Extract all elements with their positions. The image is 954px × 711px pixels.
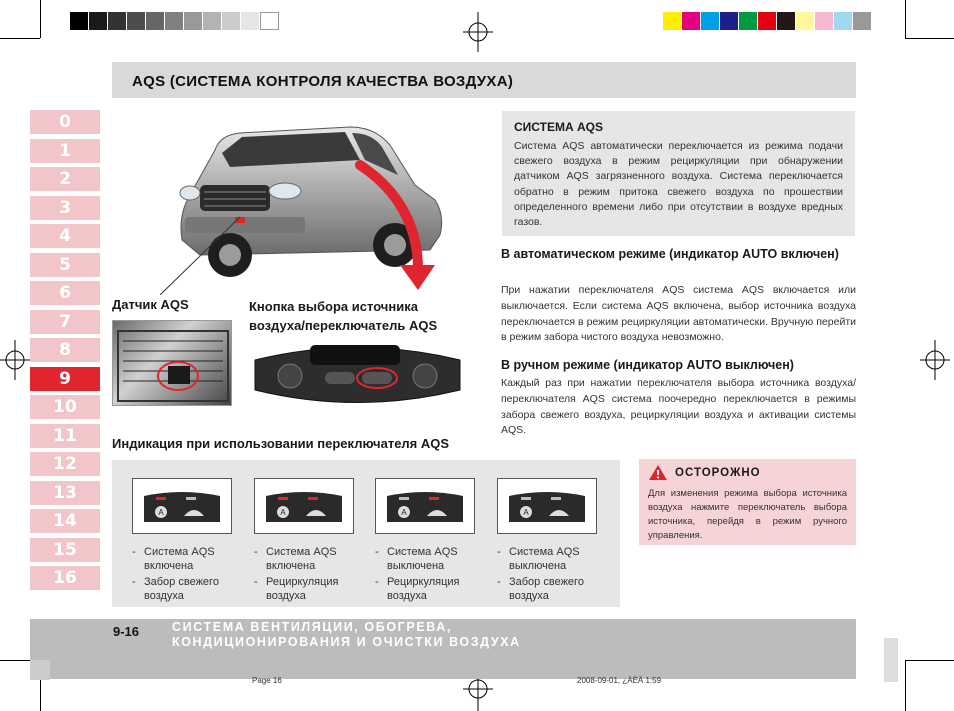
control-panel-illustration: [250, 340, 465, 410]
chapter-tab-8[interactable]: 8: [30, 338, 100, 362]
chapter-tab-16[interactable]: 16: [30, 566, 100, 590]
page-number: 9-16: [113, 624, 140, 639]
gray-swatch: [70, 12, 89, 30]
chapter-tab-14[interactable]: 14: [30, 509, 100, 533]
chapter-tab-6[interactable]: 6: [30, 281, 100, 305]
switch-indicator-icon: [385, 486, 465, 526]
chapter-tab-5[interactable]: 5: [30, 253, 100, 277]
switch-indicator-icon: [264, 486, 344, 526]
chapter-tab-9[interactable]: 9: [30, 367, 100, 391]
svg-text:A: A: [158, 508, 164, 517]
indication-frame: [497, 478, 597, 534]
aqs-sensor-photo: [112, 320, 232, 406]
indication-mode: - Рециркуляция воздуха: [375, 576, 475, 603]
gray-swatch: [146, 12, 165, 30]
color-registration-bar: [663, 12, 872, 30]
crop-mark: [905, 660, 906, 711]
gray-swatch: [241, 12, 260, 30]
gray-swatch: [89, 12, 108, 30]
color-swatch: [853, 12, 872, 30]
color-swatch: [815, 12, 834, 30]
print-date-info: 2008-09-01, ¿ÀÈÄ 1:59: [577, 676, 662, 685]
indication-status: - Система AQS включена: [254, 546, 354, 573]
color-swatch: [834, 12, 853, 30]
indication-mode: - Забор свежего воздуха: [497, 576, 597, 603]
print-page-info: Page 16: [252, 676, 282, 685]
sensor-label: Датчик AQS: [112, 297, 189, 312]
crop-mark: [40, 0, 41, 38]
indication-mode: - Рециркуляция воздуха: [254, 576, 354, 603]
color-swatch: [701, 12, 720, 30]
color-swatch: [777, 12, 796, 30]
indication-panel: [112, 460, 620, 607]
switch-indicator-icon: [142, 486, 222, 526]
indication-item: [375, 478, 475, 606]
indication-list: [375, 546, 475, 603]
footer-title-line2: КОНДИЦИОНИРОВАНИЯ И ОЧИСТКИ ВОЗДУХА: [172, 634, 521, 649]
warning-title: ОСТОРОЖНО: [675, 466, 761, 479]
indication-status: - Система AQS выключена: [497, 546, 597, 573]
indication-frame: [254, 478, 354, 534]
color-swatch: [739, 12, 758, 30]
indication-status: - Система AQS включена: [132, 546, 232, 573]
chapter-tab-0[interactable]: 0: [30, 110, 100, 134]
chapter-tab-1[interactable]: 1: [30, 139, 100, 163]
chapter-tab-15[interactable]: 15: [30, 538, 100, 562]
indication-frame: [375, 478, 475, 534]
aqs-system-text: Система AQS автоматически переключается из режима подачи свежего воздуха в режим рециркуляции при обнаружении датчиком AQS загрязненного воздуха. Система переключается обратно в режим притока свежего воздуха по прошествии определенного времени либо при отсутствии в воздухе вредных газов.: [514, 140, 843, 229]
indication-frame: [132, 478, 232, 534]
gray-swatch: [260, 12, 279, 30]
chapter-tab-3[interactable]: 3: [30, 196, 100, 220]
registration-target-icon: [920, 340, 950, 380]
gray-swatch: [108, 12, 127, 30]
edge-strip: [30, 660, 50, 680]
svg-text:A: A: [280, 508, 286, 517]
chapter-tab-10[interactable]: 10: [30, 395, 100, 419]
indication-item: [497, 478, 597, 606]
indication-item: [254, 478, 354, 606]
gray-swatch: [222, 12, 241, 30]
page-title: AQS (СИСТЕМА КОНТРОЛЯ КАЧЕСТВА ВОЗДУХА): [132, 73, 514, 90]
indication-label: Индикация при использовании переключателя AQS: [112, 436, 450, 451]
edge-strip: [884, 638, 898, 682]
auto-mode-text: При нажатии переключателя AQS система AQS включается или выключается. Если система AQS включена, выбор источника воздуха переключается в режим рециркуляции автоматически. Вручную перейти в режим забора чистого воздуха невозможно.: [501, 284, 856, 344]
chapter-tab-12[interactable]: 12: [30, 452, 100, 476]
manual-mode-text: Каждый раз при нажатии переключателя выбора источника воздуха/переключателя AQS система поочередно переключается в режимы забора свежего воздуха, рециркуляции воздуха и активации системы AQS.: [501, 377, 856, 437]
indication-item: [132, 478, 232, 606]
indication-list: [254, 546, 354, 603]
warning-header: [648, 464, 847, 481]
switch-label: [249, 297, 479, 335]
aqs-system-title: СИСТЕМА AQS: [514, 120, 603, 134]
gray-swatch: [203, 12, 222, 30]
svg-text:A: A: [401, 508, 407, 517]
color-swatch: [663, 12, 682, 30]
color-swatch: [796, 12, 815, 30]
footer-title-line1: СИСТЕМА ВЕНТИЛЯЦИИ, ОБОГРЕВА,: [172, 620, 452, 634]
indication-status: - Система AQS выключена: [375, 546, 475, 573]
gray-swatch: [165, 12, 184, 30]
warning-text: Для изменения режима выбора источника воздуха нажмите переключатель выбора источника, перейдя в режим ручного управления.: [648, 488, 847, 541]
chapter-tab-4[interactable]: 4: [30, 224, 100, 248]
switch-label-line1: Кнопка выбора источника: [249, 299, 418, 314]
footer-chapter-title: [172, 620, 521, 649]
color-swatch: [720, 12, 739, 30]
auto-mode-title: В автоматическом режиме (индикатор AUTO включен): [501, 247, 839, 261]
color-swatch: [682, 12, 701, 30]
gray-swatch: [184, 12, 203, 30]
aqs-system-box: [502, 111, 855, 236]
crop-mark: [0, 38, 40, 39]
gray-swatch: [127, 12, 146, 30]
indication-list: [132, 546, 232, 603]
registration-target-icon: [0, 340, 30, 380]
indication-mode: - Забор свежего воздуха: [132, 576, 232, 603]
manual-mode-title: В ручном режиме (индикатор AUTO выключен): [501, 358, 794, 372]
crop-mark: [905, 0, 906, 38]
gray-scale-bar: [70, 12, 279, 30]
chapter-tab-13[interactable]: 13: [30, 481, 100, 505]
registration-target-icon: [463, 12, 493, 52]
chapter-tab-7[interactable]: 7: [30, 310, 100, 334]
crop-mark: [905, 660, 954, 661]
color-swatch: [758, 12, 777, 30]
warning-triangle-icon: [648, 464, 668, 481]
svg-text:A: A: [523, 508, 529, 517]
chapter-tab-11[interactable]: 11: [30, 424, 100, 448]
switch-indicator-icon: [507, 486, 587, 526]
chapter-tab-2[interactable]: 2: [30, 167, 100, 191]
car-illustration: [160, 105, 460, 295]
indication-list: [497, 546, 597, 603]
chapter-tabs: [30, 110, 100, 595]
switch-label-line2: воздуха/переключатель AQS: [249, 318, 438, 333]
crop-mark: [905, 38, 954, 39]
warning-box: [639, 459, 856, 545]
